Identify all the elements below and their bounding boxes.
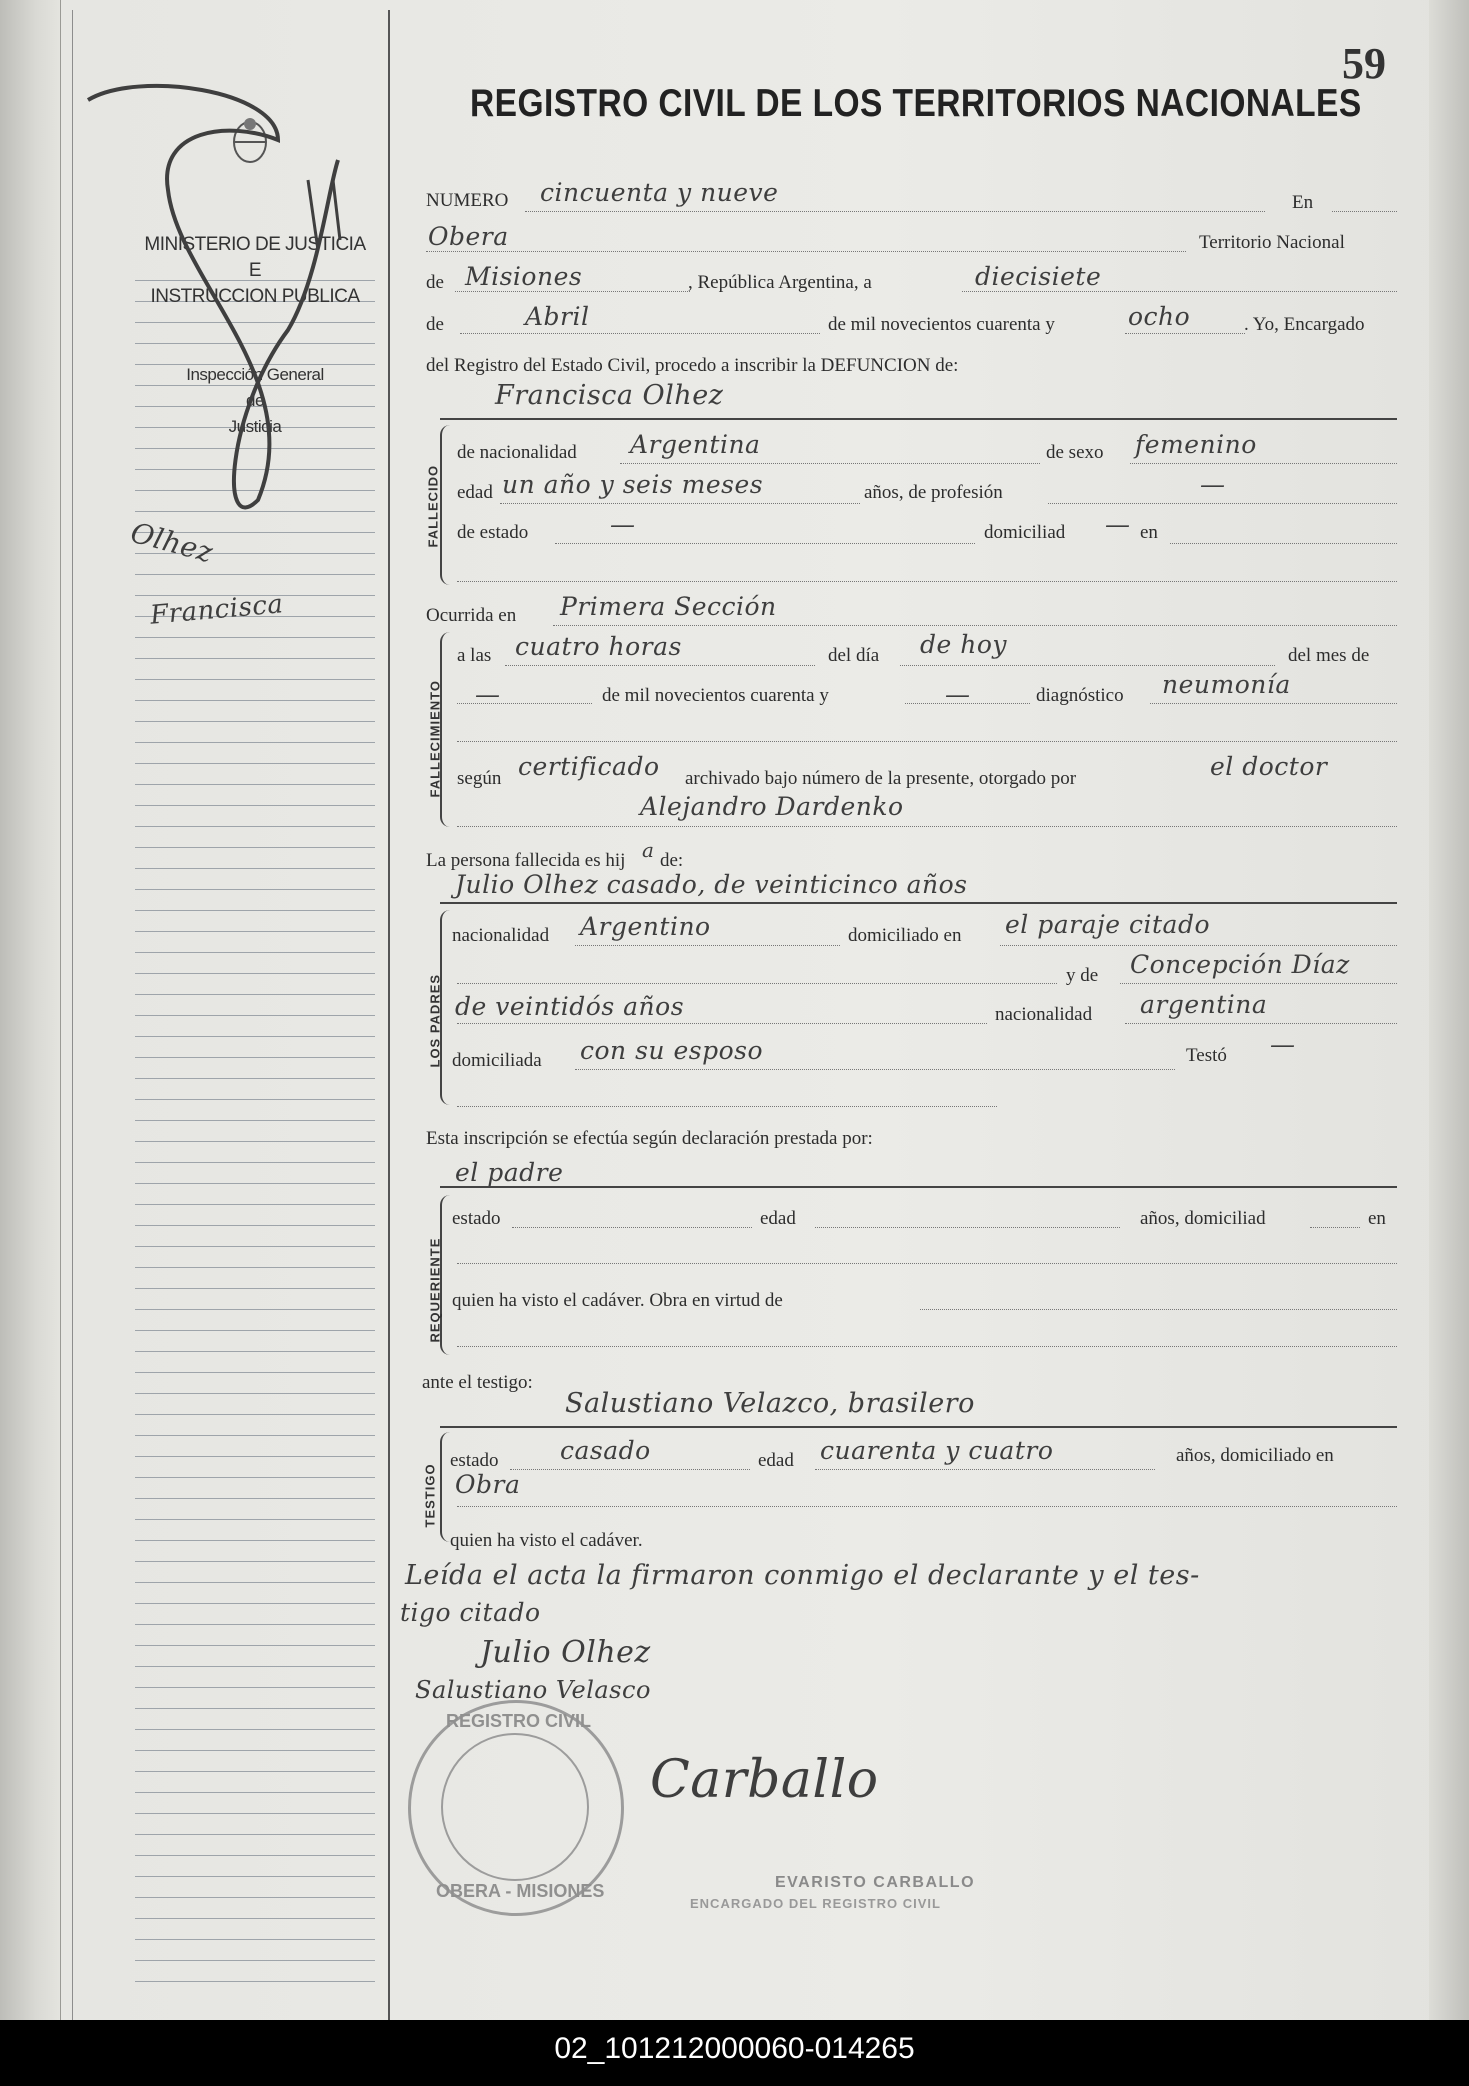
testigo-edad-line bbox=[815, 1468, 1155, 1470]
otorgado-value: el doctor bbox=[1210, 752, 1328, 781]
hija-suffix: a bbox=[642, 838, 655, 862]
ruled-line bbox=[135, 637, 375, 638]
margin-outer-line bbox=[72, 10, 73, 2026]
page-edge bbox=[1429, 0, 1469, 2020]
edad-line bbox=[500, 502, 860, 504]
ruled-line bbox=[135, 1288, 375, 1289]
section-label-fallecimiento: FALLECIMIENTO bbox=[427, 680, 443, 798]
ruled-line bbox=[135, 805, 375, 806]
margin-note-firstname: Francisca bbox=[148, 589, 285, 631]
mother-domicilio-line bbox=[575, 1068, 1175, 1070]
ruled-line bbox=[135, 1372, 375, 1373]
mother-edad-line bbox=[457, 1022, 987, 1024]
ruled-line bbox=[135, 1645, 375, 1646]
dia-line bbox=[900, 664, 1275, 666]
month-value: Abril bbox=[525, 302, 590, 331]
ruled-line bbox=[135, 721, 375, 722]
section-label-testigo: TESTIGO bbox=[422, 1463, 438, 1528]
ruled-line bbox=[135, 1498, 375, 1499]
ruled-line bbox=[135, 1414, 375, 1415]
ruled-line bbox=[135, 1960, 375, 1961]
testigo-domicilio-line bbox=[457, 1505, 1397, 1507]
place-value: Obera bbox=[428, 222, 509, 251]
testigo-domicilio-value: Obra bbox=[455, 1470, 521, 1499]
republica-label: , República Argentina, a bbox=[688, 272, 872, 293]
ruled-line bbox=[135, 1267, 375, 1268]
ruled-line bbox=[135, 1015, 375, 1016]
year-line bbox=[1125, 332, 1245, 334]
section-label-fallecido: FALLECIDO bbox=[425, 464, 441, 548]
yo-label: . Yo, Encargado bbox=[1244, 314, 1365, 335]
sexo-label: de sexo bbox=[1046, 442, 1104, 463]
req-estado-label: estado bbox=[452, 1208, 501, 1229]
req-estado-line bbox=[512, 1226, 752, 1228]
ruled-line bbox=[135, 1120, 375, 1121]
ruled-line bbox=[135, 1708, 375, 1709]
en-line bbox=[1170, 542, 1397, 544]
ruled-line bbox=[135, 1750, 375, 1751]
en-label: En bbox=[1292, 192, 1314, 213]
ruled-line bbox=[135, 1729, 375, 1730]
mother-domicilio-value: con su esposo bbox=[580, 1036, 764, 1065]
testo-label: Testó bbox=[1186, 1045, 1227, 1066]
mother-nacionalidad-line bbox=[1125, 1022, 1397, 1024]
section-brace bbox=[440, 1432, 452, 1542]
mes-label: del mes de bbox=[1288, 645, 1370, 666]
estado-label: de estado bbox=[457, 522, 529, 543]
blank-line bbox=[457, 1105, 997, 1107]
ruled-line bbox=[135, 1981, 375, 1982]
numero-line bbox=[525, 210, 1265, 212]
testigo-estado-value: casado bbox=[560, 1436, 651, 1465]
declarante-rule bbox=[440, 1186, 1397, 1188]
hija-label: La persona fallecida es hij bbox=[426, 850, 626, 871]
y-de-label: y de bbox=[1066, 965, 1099, 986]
stamp-bottom-text: OBERA - MISIONES bbox=[436, 1881, 605, 1901]
ruled-line bbox=[135, 1099, 375, 1100]
profesion-line bbox=[1048, 502, 1397, 504]
edad-label: edad bbox=[457, 482, 493, 503]
document-id-footer: 02_101212000060-014265 bbox=[0, 2020, 1469, 2086]
ruled-line bbox=[135, 1519, 375, 1520]
ruled-line bbox=[135, 742, 375, 743]
father-domicilio-label: domiciliado en bbox=[848, 925, 962, 946]
segun-label: según bbox=[457, 768, 502, 789]
ruled-line bbox=[135, 1603, 375, 1604]
section-label-requeriente: REQUERIENTE bbox=[427, 1237, 443, 1343]
padres-de-label: de: bbox=[660, 850, 684, 871]
segun-value: certificado bbox=[518, 752, 660, 781]
ruled-line bbox=[135, 826, 375, 827]
section-label-padres: LOS PADRES bbox=[427, 973, 443, 1068]
ruled-line bbox=[135, 1792, 375, 1793]
ruled-line bbox=[135, 1309, 375, 1310]
signature-official: Carballo bbox=[650, 1750, 879, 1810]
anio-label: de mil novecientos cuarenta y bbox=[602, 685, 829, 706]
dia-value: de hoy bbox=[920, 630, 1008, 659]
testigo-anos-label: años, domiciliado en bbox=[1176, 1445, 1334, 1466]
declaracion-label: Esta inscripción se efectúa según declaración prestada por: bbox=[426, 1128, 873, 1149]
mes-dash: — bbox=[475, 680, 501, 709]
blank-line bbox=[457, 740, 1397, 742]
ruled-line bbox=[135, 1330, 375, 1331]
sexo-value: femenino bbox=[1135, 430, 1257, 459]
territory-value: Misiones bbox=[465, 262, 583, 291]
name-rule bbox=[440, 418, 1397, 420]
testigo-edad-value: cuarenta y cuatro bbox=[820, 1436, 1054, 1465]
closing-line-2: tigo citado bbox=[400, 1598, 541, 1627]
estado-value: — bbox=[610, 510, 636, 539]
mother-domicilio-label: domiciliada bbox=[452, 1050, 542, 1071]
ruled-line bbox=[135, 784, 375, 785]
testigo-estado-label: estado bbox=[450, 1450, 499, 1471]
ruled-line bbox=[135, 931, 375, 932]
page-title: REGISTRO CIVIL DE LOS TERRITORIOS NACIONALES bbox=[470, 82, 1362, 125]
ruled-line bbox=[135, 910, 375, 911]
doctor-name: Alejandro Dardenko bbox=[640, 792, 904, 821]
ruled-line bbox=[135, 952, 375, 953]
numero-value: cincuenta y nueve bbox=[540, 178, 779, 207]
margin-signature-icon bbox=[78, 80, 368, 550]
diagnostico-value: neumonía bbox=[1162, 670, 1291, 699]
sexo-line bbox=[1130, 462, 1397, 464]
de-label: de bbox=[426, 272, 444, 293]
mother-line bbox=[1120, 982, 1397, 984]
ocurrida-value: Primera Sección bbox=[560, 592, 777, 621]
year-value: ocho bbox=[1128, 302, 1191, 331]
numero-label: NUMERO bbox=[426, 190, 509, 211]
inscription-line: del Registro del Estado Civil, procedo a inscribir la DEFUNCION de: bbox=[426, 355, 959, 376]
ante-testigo-label: ante el testigo: bbox=[422, 1372, 533, 1393]
ruled-line bbox=[135, 574, 375, 575]
ruled-line bbox=[135, 1540, 375, 1541]
ruled-line bbox=[135, 1687, 375, 1688]
ruled-line bbox=[135, 1204, 375, 1205]
father-domicilio-line bbox=[1000, 944, 1397, 946]
ruled-line bbox=[135, 1624, 375, 1625]
margin-note-surname: Olhez bbox=[127, 515, 217, 570]
ministry-line: Inspección General bbox=[186, 365, 324, 384]
ruled-line bbox=[135, 1477, 375, 1478]
ruled-line bbox=[135, 1939, 375, 1940]
ruled-line bbox=[135, 868, 375, 869]
domicilio-dash: — bbox=[1105, 510, 1131, 539]
nacionalidad-value: Argentina bbox=[630, 430, 761, 459]
stamp-inner-ring bbox=[441, 1733, 589, 1881]
edad-value: un año y seis meses bbox=[502, 470, 764, 499]
signature-father: Julio Olhez bbox=[480, 1635, 651, 1670]
ruled-line bbox=[135, 679, 375, 680]
ruled-line bbox=[135, 1141, 375, 1142]
ruled-line bbox=[135, 1582, 375, 1583]
ruled-line bbox=[135, 1855, 375, 1856]
estado-line bbox=[555, 542, 975, 544]
ruled-line bbox=[135, 700, 375, 701]
ruled-line bbox=[135, 973, 375, 974]
req-en-label: en bbox=[1368, 1208, 1386, 1229]
ruled-line bbox=[135, 1456, 375, 1457]
anio-dash: — bbox=[945, 680, 971, 709]
ruled-line bbox=[135, 1246, 375, 1247]
testigo-cadaver-label: quien ha visto el cadáver. bbox=[450, 1530, 643, 1551]
ruled-line bbox=[135, 1435, 375, 1436]
blank-line bbox=[457, 982, 1057, 984]
ruled-line bbox=[135, 1183, 375, 1184]
book-binding bbox=[0, 0, 61, 2020]
place-line bbox=[426, 250, 1186, 252]
ruled-line bbox=[135, 658, 375, 659]
ministry-line: de bbox=[246, 391, 264, 410]
testigo-estado-line bbox=[510, 1468, 750, 1470]
father-domicilio-value: el paraje citado bbox=[1005, 910, 1210, 939]
ruled-line bbox=[135, 889, 375, 890]
testigo-rule bbox=[440, 1426, 1397, 1428]
profesion-value: — bbox=[1200, 470, 1226, 499]
ministry-line: E bbox=[248, 260, 262, 281]
civil-registry-stamp bbox=[408, 1700, 624, 1916]
mother-nacionalidad-label: nacionalidad bbox=[995, 1004, 1093, 1025]
del-dia-label: del día bbox=[828, 645, 880, 666]
nacionalidad-label: de nacionalidad bbox=[457, 442, 577, 463]
ministry-line: MINISTERIO DE JUSTICIA bbox=[144, 234, 366, 255]
page-number: 59 bbox=[1342, 39, 1386, 88]
a-las-label: a las bbox=[457, 645, 492, 666]
archivado-label: archivado bajo número de la presente, otorgado por bbox=[685, 768, 1077, 789]
req-anos-label: años, domiciliad bbox=[1140, 1208, 1266, 1229]
ruled-line bbox=[135, 1036, 375, 1037]
testigo-name: Salustiano Velazco, brasilero bbox=[565, 1388, 975, 1419]
anos-profesion-label: años, de profesión bbox=[864, 482, 1003, 503]
day-value: diecisiete bbox=[975, 262, 1102, 291]
month-de-label: de bbox=[426, 314, 444, 335]
req-domicilio-line bbox=[1310, 1226, 1360, 1228]
obra-line bbox=[920, 1308, 1397, 1310]
diagnostico-label: diagnóstico bbox=[1036, 685, 1124, 706]
blank-line bbox=[457, 1345, 1397, 1347]
father-name: Julio Olhez casado, de veinticinco años bbox=[455, 870, 968, 899]
ruled-line bbox=[135, 1162, 375, 1163]
ruled-line bbox=[135, 994, 375, 995]
diagnostico-line bbox=[1150, 702, 1397, 704]
blank-line bbox=[457, 1262, 1397, 1264]
closing-line-1: Leída el acta la firmaron conmigo el declarante y el tes- bbox=[405, 1560, 1200, 1591]
hora-value: cuatro horas bbox=[515, 632, 682, 661]
req-edad-line bbox=[815, 1226, 1120, 1228]
blank-line bbox=[457, 580, 1397, 582]
ruled-line bbox=[135, 1813, 375, 1814]
declarante-value: el padre bbox=[455, 1158, 564, 1187]
req-cadaver-label: quien ha visto el cadáver. Obra en virtud de bbox=[452, 1290, 783, 1311]
ruled-line bbox=[135, 1876, 375, 1877]
doctor-line bbox=[457, 825, 1397, 827]
ruled-line bbox=[135, 1393, 375, 1394]
en-line bbox=[1332, 210, 1397, 212]
ruled-line bbox=[135, 1897, 375, 1898]
ruled-line bbox=[135, 847, 375, 848]
ministry-line: INSTRUCCION PUBLICA bbox=[150, 286, 360, 307]
mother-edad-value: de veintidós años bbox=[455, 992, 685, 1021]
father-rule bbox=[440, 902, 1397, 904]
ocurrida-label: Ocurrida en bbox=[426, 605, 517, 626]
ruled-line bbox=[135, 1057, 375, 1058]
official-title: ENCARGADO DEL REGISTRO CIVIL bbox=[690, 1896, 941, 1911]
margin-divider bbox=[388, 10, 390, 2026]
ocurrida-line bbox=[553, 624, 1397, 626]
stamp-top-text: REGISTRO CIVIL bbox=[446, 1711, 592, 1731]
father-nacionalidad-line bbox=[575, 944, 840, 946]
ruled-line bbox=[135, 763, 375, 764]
mother-nacionalidad-value: argentina bbox=[1140, 990, 1268, 1019]
ruled-line bbox=[135, 1834, 375, 1835]
hora-line bbox=[505, 664, 815, 666]
official-name: EVARISTO CARBALLO bbox=[775, 1874, 976, 1891]
ruled-line bbox=[135, 1918, 375, 1919]
en-label: en bbox=[1140, 522, 1158, 543]
deceased-name: Francisca Olhez bbox=[495, 380, 724, 411]
testigo-edad-label: edad bbox=[758, 1450, 794, 1471]
ruled-line bbox=[135, 1351, 375, 1352]
ruled-line bbox=[135, 1666, 375, 1667]
nacionalidad-line bbox=[620, 462, 1040, 464]
section-brace bbox=[440, 425, 452, 585]
testo-value: — bbox=[1270, 1030, 1296, 1059]
ruled-line bbox=[135, 1771, 375, 1772]
mes-line bbox=[457, 702, 592, 704]
ruled-line bbox=[135, 1561, 375, 1562]
ruled-line bbox=[135, 1078, 375, 1079]
mother-name: Concepción Díaz bbox=[1130, 950, 1350, 979]
domiciliad-label: domiciliad bbox=[984, 522, 1066, 543]
ministry-line: Justicia bbox=[228, 417, 282, 436]
father-nacionalidad-label: nacionalidad bbox=[452, 925, 550, 946]
req-edad-label: edad bbox=[760, 1208, 796, 1229]
territorio-label: Territorio Nacional bbox=[1199, 232, 1345, 253]
ruled-line bbox=[135, 1225, 375, 1226]
year-label: de mil novecientos cuarenta y bbox=[828, 314, 1055, 335]
month-line bbox=[460, 332, 820, 334]
signature-witness: Salustiano Velasco bbox=[415, 1676, 651, 1704]
father-nacionalidad-value: Argentino bbox=[580, 912, 711, 941]
